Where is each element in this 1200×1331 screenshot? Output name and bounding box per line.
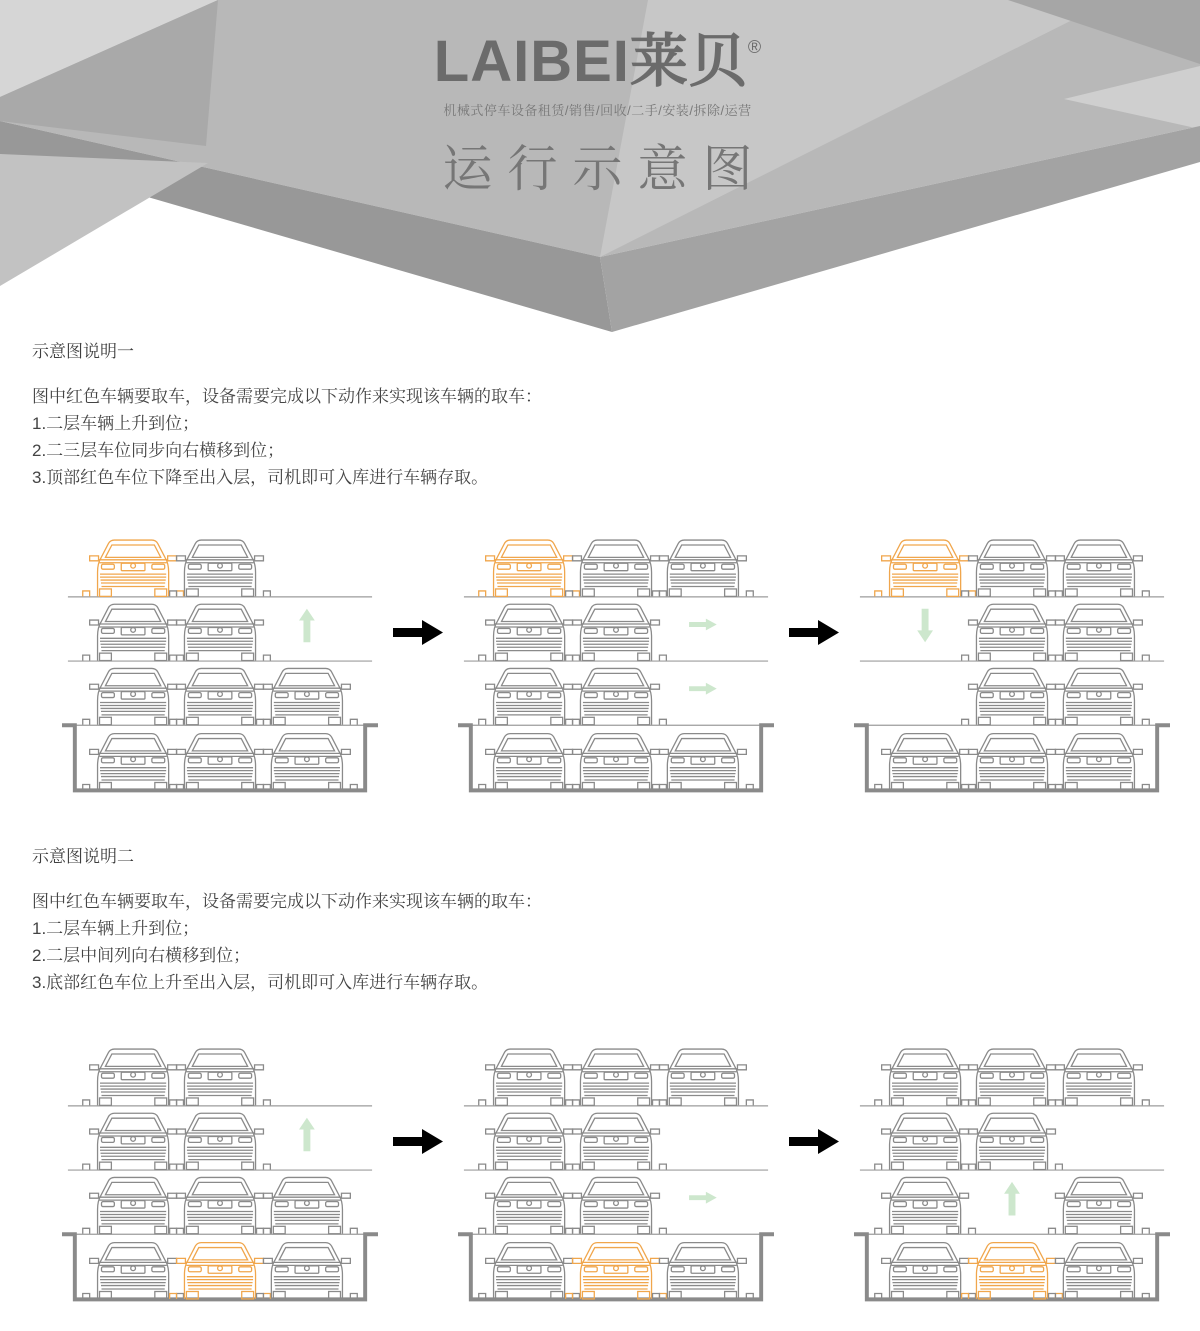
car-icon [875,1243,976,1299]
car-icon [962,540,1063,596]
section-1-step-1: 1.二层车辆上升到位； [32,414,200,433]
car-icon [875,1049,976,1105]
car-icon [479,668,580,724]
car-icon [83,604,184,660]
section-1-heading: 示意图说明一 [32,342,134,361]
car-icon [83,734,184,790]
flow-arrow-icon [789,620,839,645]
car-icon [83,1049,184,1105]
car-icon [170,540,271,596]
car-icon [653,540,754,596]
car-icon [257,734,358,790]
car-icon [257,1243,358,1299]
section-1-intro: 图中红色车辆要取车，设备需要完成以下动作来实现该车辆的取车： [32,387,542,406]
section-explanation-2 [32,842,1200,1307]
car-icon [962,1049,1063,1105]
target-car-icon [875,540,976,596]
section-2-step-2: 2.二层中间列向右横移到位； [32,946,251,965]
car-icon [479,1049,580,1105]
flow-arrow-icon [789,1129,839,1154]
target-car-icon [566,1243,667,1299]
car-icon [566,1049,667,1105]
page-header [0,0,1200,400]
car-icon [1049,1243,1150,1299]
car-icon [1049,668,1150,724]
car-icon [1049,604,1150,660]
car-icon [566,668,667,724]
brand-logo [348,30,848,94]
car-icon [170,604,271,660]
car-icon [653,1243,754,1299]
section-2-intro: 图中红色车辆要取车，设备需要完成以下动作来实现该车辆的取车： [32,892,542,911]
car-icon [875,734,976,790]
car-icon [566,604,667,660]
car-icon [653,734,754,790]
car-icon [962,604,1063,660]
right-arrow-icon [689,683,717,695]
diagram-row-1 [32,530,1200,798]
car-icon [566,540,667,596]
up-arrow-icon [1004,1182,1020,1216]
brand-tagline: 机械式停车设备租赁/销售/回收/二手/安装/拆除/运营 [443,102,752,118]
car-icon [962,1113,1063,1169]
page-title: 运行示意图 [442,140,768,197]
target-car-icon [170,1243,271,1299]
registered-mark: ® [747,37,762,57]
brand-logo-text: LAIBEI莱贝 [433,29,748,94]
down-arrow-icon [917,609,933,643]
car-icon [1049,1049,1150,1105]
car-icon [962,734,1063,790]
parking-diagram-1-1 [62,530,378,798]
car-icon [566,1113,667,1169]
car-icon [962,668,1063,724]
car-icon [875,1177,976,1233]
main-content [0,337,1200,1307]
car-icon [170,668,271,724]
car-icon [479,1113,580,1169]
section-2-step-3: 3.底部红色车位上升至出入层，司机即可入库进行车辆存取。 [32,973,489,992]
car-icon [566,734,667,790]
car-icon [479,1243,580,1299]
brand-block [348,30,848,201]
flow-arrow-icon [393,1129,443,1154]
car-icon [479,1177,580,1233]
car-icon [566,1177,667,1233]
flow-arrow-icon [393,620,443,645]
parking-diagram-2-3 [854,1039,1170,1307]
section-2-heading: 示意图说明二 [32,847,134,866]
car-icon [257,1177,358,1233]
section-2-text [32,888,1200,996]
car-icon [170,1177,271,1233]
target-car-icon [479,540,580,596]
car-icon [1049,540,1150,596]
car-icon [83,668,184,724]
car-icon [170,1049,271,1105]
right-arrow-icon [689,619,717,631]
target-car-icon [83,540,184,596]
car-icon [653,1049,754,1105]
parking-diagram-1-3 [854,530,1170,798]
diagram-row-2 [32,1039,1200,1307]
up-arrow-icon [299,609,315,643]
parking-diagram-2-1 [62,1039,378,1307]
parking-diagram-2-2 [458,1039,774,1307]
car-icon [83,1243,184,1299]
car-icon [1049,734,1150,790]
car-icon [257,668,358,724]
car-icon [83,1113,184,1169]
car-icon [875,1113,976,1169]
car-icon [170,1113,271,1169]
up-arrow-icon [299,1118,315,1152]
right-arrow-icon [689,1192,717,1204]
car-icon [1049,1177,1150,1233]
section-explanation-1 [32,337,1200,798]
section-1-step-3: 3.顶部红色车位下降至出入层，司机即可入库进行车辆存取。 [32,468,489,487]
target-car-icon [962,1243,1063,1299]
parking-diagram-1-2 [458,530,774,798]
section-2-step-1: 1.二层车辆上升到位； [32,919,200,938]
car-icon [479,734,580,790]
section-1-step-2: 2.二三层车位同步向右横移到位； [32,441,285,460]
car-icon [83,1177,184,1233]
car-icon [479,604,580,660]
car-icon [170,734,271,790]
